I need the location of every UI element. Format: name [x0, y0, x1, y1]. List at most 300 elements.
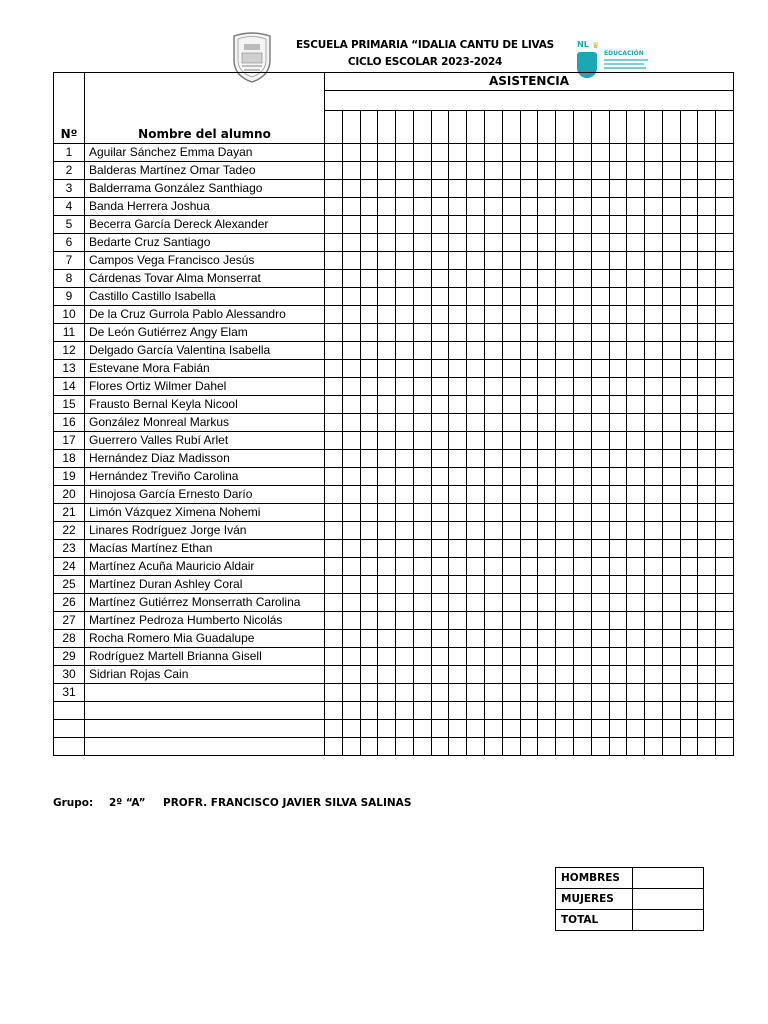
attendance-cell[interactable] [467, 738, 485, 756]
attendance-cell[interactable] [538, 738, 556, 756]
attendance-cell[interactable] [556, 288, 574, 306]
attendance-cell[interactable] [591, 144, 609, 162]
attendance-cell[interactable] [449, 594, 467, 612]
attendance-day-header[interactable] [378, 111, 396, 144]
attendance-cell[interactable] [342, 360, 360, 378]
attendance-cell[interactable] [627, 684, 645, 702]
attendance-cell[interactable] [591, 342, 609, 360]
attendance-cell[interactable] [538, 414, 556, 432]
attendance-cell[interactable] [591, 324, 609, 342]
attendance-cell[interactable] [716, 666, 734, 684]
attendance-cell[interactable] [378, 684, 396, 702]
attendance-cell[interactable] [662, 468, 680, 486]
attendance-cell[interactable] [662, 396, 680, 414]
attendance-cell[interactable] [396, 486, 414, 504]
attendance-day-header[interactable] [609, 111, 627, 144]
attendance-cell[interactable] [538, 702, 556, 720]
attendance-cell[interactable] [502, 666, 520, 684]
attendance-cell[interactable] [396, 342, 414, 360]
attendance-day-header[interactable] [716, 111, 734, 144]
attendance-cell[interactable] [645, 432, 663, 450]
attendance-cell[interactable] [698, 378, 716, 396]
attendance-cell[interactable] [556, 558, 574, 576]
attendance-cell[interactable] [573, 504, 591, 522]
attendance-cell[interactable] [431, 306, 449, 324]
attendance-cell[interactable] [467, 378, 485, 396]
attendance-cell[interactable] [325, 342, 343, 360]
attendance-cell[interactable] [662, 558, 680, 576]
attendance-cell[interactable] [645, 576, 663, 594]
attendance-cell[interactable] [662, 288, 680, 306]
attendance-cell[interactable] [556, 738, 574, 756]
attendance-day-header[interactable] [520, 111, 538, 144]
attendance-cell[interactable] [591, 468, 609, 486]
attendance-cell[interactable] [716, 270, 734, 288]
attendance-cell[interactable] [627, 306, 645, 324]
attendance-cell[interactable] [360, 702, 378, 720]
attendance-cell[interactable] [520, 702, 538, 720]
attendance-cell[interactable] [716, 396, 734, 414]
attendance-cell[interactable] [680, 594, 698, 612]
attendance-cell[interactable] [591, 486, 609, 504]
attendance-cell[interactable] [413, 396, 431, 414]
attendance-cell[interactable] [360, 720, 378, 738]
attendance-cell[interactable] [645, 630, 663, 648]
attendance-cell[interactable] [538, 684, 556, 702]
attendance-cell[interactable] [645, 162, 663, 180]
attendance-cell[interactable] [556, 666, 574, 684]
attendance-cell[interactable] [502, 162, 520, 180]
attendance-cell[interactable] [645, 198, 663, 216]
attendance-cell[interactable] [556, 468, 574, 486]
attendance-cell[interactable] [520, 270, 538, 288]
attendance-cell[interactable] [698, 198, 716, 216]
attendance-cell[interactable] [485, 684, 503, 702]
attendance-cell[interactable] [413, 360, 431, 378]
attendance-cell[interactable] [573, 576, 591, 594]
attendance-cell[interactable] [378, 180, 396, 198]
attendance-cell[interactable] [573, 684, 591, 702]
attendance-cell[interactable] [609, 594, 627, 612]
attendance-cell[interactable] [716, 432, 734, 450]
attendance-cell[interactable] [431, 648, 449, 666]
attendance-cell[interactable] [396, 162, 414, 180]
attendance-cell[interactable] [520, 450, 538, 468]
attendance-cell[interactable] [467, 306, 485, 324]
attendance-cell[interactable] [431, 414, 449, 432]
attendance-cell[interactable] [662, 234, 680, 252]
attendance-cell[interactable] [627, 162, 645, 180]
attendance-cell[interactable] [609, 144, 627, 162]
attendance-cell[interactable] [716, 486, 734, 504]
attendance-cell[interactable] [538, 450, 556, 468]
attendance-cell[interactable] [485, 144, 503, 162]
attendance-cell[interactable] [396, 666, 414, 684]
attendance-cell[interactable] [591, 360, 609, 378]
attendance-day-header[interactable] [662, 111, 680, 144]
attendance-cell[interactable] [502, 504, 520, 522]
attendance-day-header[interactable] [325, 111, 343, 144]
attendance-day-header[interactable] [342, 111, 360, 144]
attendance-cell[interactable] [573, 342, 591, 360]
attendance-cell[interactable] [449, 720, 467, 738]
attendance-cell[interactable] [698, 468, 716, 486]
attendance-cell[interactable] [325, 702, 343, 720]
attendance-cell[interactable] [680, 450, 698, 468]
attendance-cell[interactable] [449, 522, 467, 540]
attendance-cell[interactable] [698, 306, 716, 324]
attendance-cell[interactable] [413, 702, 431, 720]
attendance-cell[interactable] [431, 612, 449, 630]
attendance-cell[interactable] [591, 540, 609, 558]
attendance-cell[interactable] [396, 216, 414, 234]
attendance-cell[interactable] [325, 450, 343, 468]
attendance-cell[interactable] [698, 702, 716, 720]
attendance-cell[interactable] [609, 324, 627, 342]
attendance-cell[interactable] [449, 324, 467, 342]
attendance-cell[interactable] [413, 486, 431, 504]
attendance-day-header[interactable] [698, 111, 716, 144]
attendance-cell[interactable] [698, 684, 716, 702]
attendance-cell[interactable] [716, 540, 734, 558]
attendance-cell[interactable] [485, 540, 503, 558]
attendance-cell[interactable] [645, 522, 663, 540]
attendance-cell[interactable] [556, 432, 574, 450]
attendance-cell[interactable] [680, 198, 698, 216]
attendance-cell[interactable] [360, 540, 378, 558]
attendance-cell[interactable] [680, 612, 698, 630]
attendance-cell[interactable] [396, 558, 414, 576]
attendance-cell[interactable] [467, 504, 485, 522]
attendance-cell[interactable] [627, 252, 645, 270]
attendance-cell[interactable] [396, 702, 414, 720]
attendance-cell[interactable] [591, 162, 609, 180]
attendance-cell[interactable] [645, 270, 663, 288]
attendance-cell[interactable] [467, 612, 485, 630]
attendance-cell[interactable] [556, 324, 574, 342]
attendance-cell[interactable] [662, 522, 680, 540]
attendance-cell[interactable] [627, 558, 645, 576]
attendance-cell[interactable] [698, 234, 716, 252]
attendance-cell[interactable] [698, 180, 716, 198]
attendance-cell[interactable] [342, 576, 360, 594]
attendance-cell[interactable] [573, 720, 591, 738]
attendance-cell[interactable] [360, 288, 378, 306]
attendance-cell[interactable] [573, 324, 591, 342]
attendance-cell[interactable] [467, 432, 485, 450]
attendance-cell[interactable] [609, 720, 627, 738]
attendance-cell[interactable] [502, 144, 520, 162]
attendance-cell[interactable] [467, 450, 485, 468]
attendance-cell[interactable] [645, 216, 663, 234]
attendance-cell[interactable] [698, 666, 716, 684]
attendance-cell[interactable] [716, 252, 734, 270]
attendance-cell[interactable] [573, 702, 591, 720]
attendance-cell[interactable] [325, 306, 343, 324]
attendance-cell[interactable] [662, 432, 680, 450]
attendance-cell[interactable] [342, 486, 360, 504]
attendance-cell[interactable] [396, 540, 414, 558]
attendance-cell[interactable] [680, 342, 698, 360]
attendance-cell[interactable] [449, 738, 467, 756]
attendance-cell[interactable] [662, 324, 680, 342]
attendance-cell[interactable] [662, 612, 680, 630]
attendance-cell[interactable] [396, 396, 414, 414]
attendance-cell[interactable] [716, 414, 734, 432]
attendance-cell[interactable] [591, 684, 609, 702]
attendance-cell[interactable] [485, 324, 503, 342]
attendance-cell[interactable] [502, 540, 520, 558]
attendance-cell[interactable] [378, 162, 396, 180]
attendance-cell[interactable] [413, 576, 431, 594]
attendance-cell[interactable] [325, 558, 343, 576]
attendance-cell[interactable] [680, 288, 698, 306]
attendance-cell[interactable] [716, 630, 734, 648]
attendance-cell[interactable] [609, 666, 627, 684]
attendance-cell[interactable] [573, 414, 591, 432]
attendance-cell[interactable] [538, 378, 556, 396]
attendance-cell[interactable] [485, 234, 503, 252]
attendance-cell[interactable] [520, 468, 538, 486]
attendance-cell[interactable] [360, 234, 378, 252]
attendance-cell[interactable] [378, 666, 396, 684]
attendance-cell[interactable] [556, 504, 574, 522]
attendance-cell[interactable] [716, 216, 734, 234]
attendance-cell[interactable] [413, 468, 431, 486]
attendance-cell[interactable] [556, 198, 574, 216]
attendance-cell[interactable] [591, 252, 609, 270]
attendance-cell[interactable] [556, 414, 574, 432]
attendance-cell[interactable] [520, 432, 538, 450]
attendance-cell[interactable] [449, 414, 467, 432]
attendance-cell[interactable] [360, 396, 378, 414]
attendance-cell[interactable] [698, 504, 716, 522]
attendance-cell[interactable] [609, 342, 627, 360]
attendance-cell[interactable] [698, 486, 716, 504]
attendance-cell[interactable] [502, 252, 520, 270]
attendance-cell[interactable] [609, 432, 627, 450]
attendance-cell[interactable] [609, 738, 627, 756]
attendance-cell[interactable] [573, 288, 591, 306]
attendance-cell[interactable] [449, 450, 467, 468]
attendance-cell[interactable] [360, 414, 378, 432]
attendance-cell[interactable] [325, 198, 343, 216]
attendance-cell[interactable] [431, 558, 449, 576]
attendance-cell[interactable] [556, 702, 574, 720]
attendance-cell[interactable] [680, 270, 698, 288]
attendance-cell[interactable] [360, 612, 378, 630]
attendance-cell[interactable] [573, 270, 591, 288]
attendance-cell[interactable] [449, 378, 467, 396]
attendance-cell[interactable] [502, 702, 520, 720]
attendance-cell[interactable] [573, 180, 591, 198]
attendance-cell[interactable] [342, 450, 360, 468]
attendance-cell[interactable] [538, 468, 556, 486]
attendance-day-header[interactable] [573, 111, 591, 144]
attendance-cell[interactable] [591, 630, 609, 648]
attendance-cell[interactable] [413, 252, 431, 270]
attendance-cell[interactable] [573, 738, 591, 756]
attendance-cell[interactable] [645, 342, 663, 360]
attendance-cell[interactable] [413, 720, 431, 738]
attendance-cell[interactable] [680, 522, 698, 540]
attendance-cell[interactable] [538, 612, 556, 630]
attendance-cell[interactable] [716, 306, 734, 324]
attendance-cell[interactable] [698, 576, 716, 594]
attendance-cell[interactable] [396, 684, 414, 702]
attendance-cell[interactable] [609, 540, 627, 558]
attendance-cell[interactable] [627, 378, 645, 396]
attendance-cell[interactable] [396, 720, 414, 738]
attendance-cell[interactable] [627, 360, 645, 378]
attendance-cell[interactable] [538, 666, 556, 684]
attendance-cell[interactable] [449, 684, 467, 702]
attendance-cell[interactable] [662, 162, 680, 180]
attendance-cell[interactable] [609, 216, 627, 234]
attendance-cell[interactable] [680, 180, 698, 198]
attendance-cell[interactable] [520, 684, 538, 702]
attendance-cell[interactable] [325, 216, 343, 234]
attendance-cell[interactable] [716, 342, 734, 360]
attendance-cell[interactable] [467, 180, 485, 198]
attendance-cell[interactable] [325, 162, 343, 180]
attendance-cell[interactable] [431, 738, 449, 756]
attendance-cell[interactable] [360, 180, 378, 198]
attendance-cell[interactable] [645, 486, 663, 504]
attendance-cell[interactable] [645, 414, 663, 432]
attendance-cell[interactable] [662, 450, 680, 468]
attendance-cell[interactable] [485, 576, 503, 594]
attendance-cell[interactable] [609, 180, 627, 198]
attendance-cell[interactable] [378, 540, 396, 558]
attendance-cell[interactable] [325, 630, 343, 648]
attendance-cell[interactable] [556, 648, 574, 666]
attendance-cell[interactable] [342, 558, 360, 576]
attendance-cell[interactable] [573, 252, 591, 270]
attendance-cell[interactable] [467, 360, 485, 378]
attendance-cell[interactable] [449, 630, 467, 648]
attendance-cell[interactable] [609, 630, 627, 648]
attendance-cell[interactable] [609, 684, 627, 702]
attendance-cell[interactable] [467, 576, 485, 594]
attendance-cell[interactable] [556, 270, 574, 288]
attendance-cell[interactable] [680, 504, 698, 522]
attendance-cell[interactable] [716, 504, 734, 522]
attendance-cell[interactable] [698, 720, 716, 738]
attendance-cell[interactable] [485, 450, 503, 468]
attendance-cell[interactable] [609, 558, 627, 576]
attendance-cell[interactable] [360, 468, 378, 486]
attendance-cell[interactable] [449, 198, 467, 216]
attendance-cell[interactable] [431, 342, 449, 360]
attendance-day-header[interactable] [591, 111, 609, 144]
attendance-cell[interactable] [467, 342, 485, 360]
attendance-cell[interactable] [591, 648, 609, 666]
attendance-cell[interactable] [396, 234, 414, 252]
attendance-cell[interactable] [378, 720, 396, 738]
attendance-cell[interactable] [520, 414, 538, 432]
attendance-cell[interactable] [360, 648, 378, 666]
attendance-cell[interactable] [485, 162, 503, 180]
attendance-cell[interactable] [396, 378, 414, 396]
attendance-cell[interactable] [680, 468, 698, 486]
attendance-cell[interactable] [342, 288, 360, 306]
attendance-cell[interactable] [520, 306, 538, 324]
attendance-cell[interactable] [573, 486, 591, 504]
attendance-cell[interactable] [449, 648, 467, 666]
attendance-cell[interactable] [538, 324, 556, 342]
attendance-cell[interactable] [485, 288, 503, 306]
attendance-cell[interactable] [520, 522, 538, 540]
attendance-cell[interactable] [520, 666, 538, 684]
attendance-cell[interactable] [325, 594, 343, 612]
attendance-cell[interactable] [520, 162, 538, 180]
attendance-cell[interactable] [538, 486, 556, 504]
attendance-cell[interactable] [378, 234, 396, 252]
attendance-cell[interactable] [467, 288, 485, 306]
attendance-cell[interactable] [413, 504, 431, 522]
attendance-cell[interactable] [485, 306, 503, 324]
attendance-cell[interactable] [520, 342, 538, 360]
attendance-cell[interactable] [591, 288, 609, 306]
attendance-cell[interactable] [449, 252, 467, 270]
attendance-cell[interactable] [342, 432, 360, 450]
attendance-cell[interactable] [396, 612, 414, 630]
attendance-cell[interactable] [662, 198, 680, 216]
attendance-cell[interactable] [431, 540, 449, 558]
attendance-cell[interactable] [627, 504, 645, 522]
attendance-cell[interactable] [698, 540, 716, 558]
attendance-cell[interactable] [609, 450, 627, 468]
attendance-cell[interactable] [342, 162, 360, 180]
attendance-cell[interactable] [431, 252, 449, 270]
attendance-cell[interactable] [413, 378, 431, 396]
attendance-cell[interactable] [538, 252, 556, 270]
attendance-cell[interactable] [431, 324, 449, 342]
attendance-cell[interactable] [413, 288, 431, 306]
attendance-cell[interactable] [627, 180, 645, 198]
attendance-cell[interactable] [591, 504, 609, 522]
attendance-cell[interactable] [573, 648, 591, 666]
attendance-cell[interactable] [360, 252, 378, 270]
attendance-cell[interactable] [467, 216, 485, 234]
attendance-cell[interactable] [342, 612, 360, 630]
attendance-cell[interactable] [627, 288, 645, 306]
attendance-cell[interactable] [396, 324, 414, 342]
attendance-cell[interactable] [609, 252, 627, 270]
attendance-cell[interactable] [396, 576, 414, 594]
attendance-cell[interactable] [502, 450, 520, 468]
attendance-cell[interactable] [573, 198, 591, 216]
attendance-cell[interactable] [520, 576, 538, 594]
attendance-cell[interactable] [467, 198, 485, 216]
attendance-cell[interactable] [609, 234, 627, 252]
attendance-cell[interactable] [485, 648, 503, 666]
attendance-cell[interactable] [609, 396, 627, 414]
attendance-cell[interactable] [680, 306, 698, 324]
attendance-cell[interactable] [378, 558, 396, 576]
attendance-cell[interactable] [573, 162, 591, 180]
attendance-cell[interactable] [378, 450, 396, 468]
attendance-cell[interactable] [698, 522, 716, 540]
attendance-cell[interactable] [520, 648, 538, 666]
attendance-cell[interactable] [449, 342, 467, 360]
attendance-cell[interactable] [342, 702, 360, 720]
attendance-cell[interactable] [716, 576, 734, 594]
attendance-cell[interactable] [413, 684, 431, 702]
attendance-cell[interactable] [538, 306, 556, 324]
attendance-cell[interactable] [573, 306, 591, 324]
